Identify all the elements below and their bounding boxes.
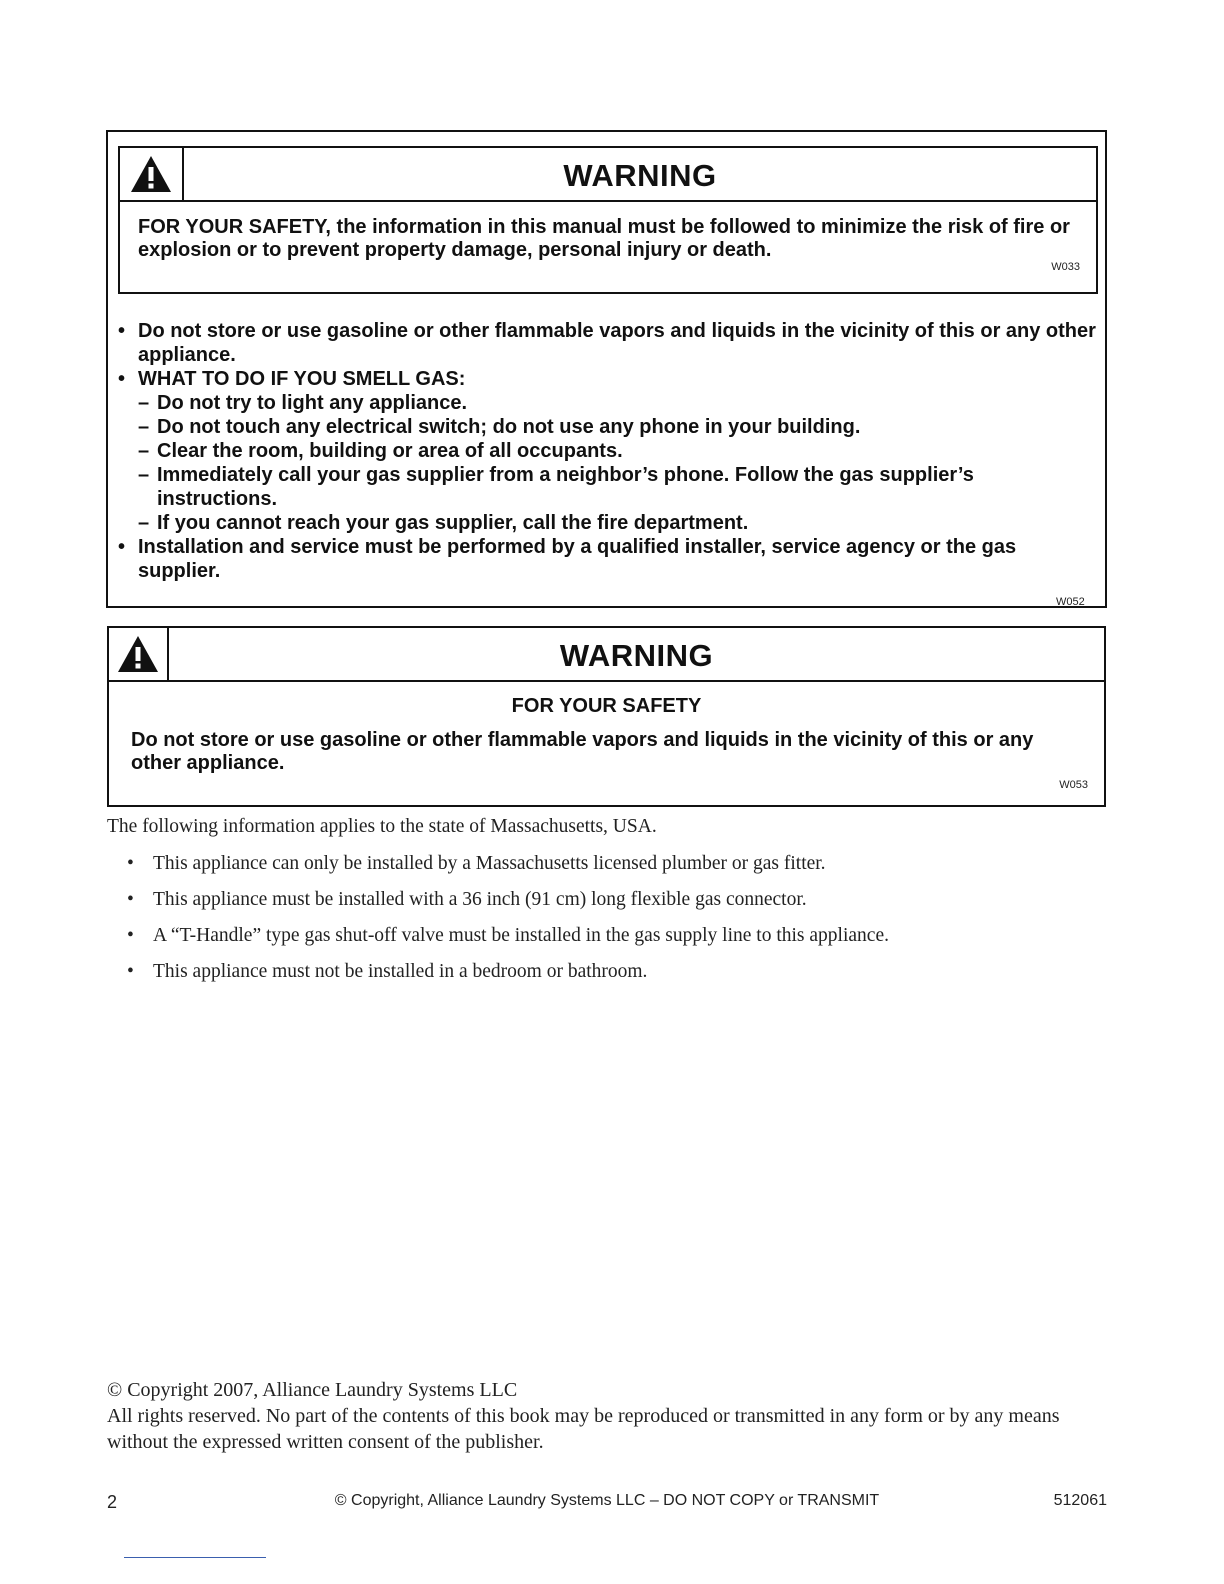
warning-code: W033 bbox=[1051, 261, 1080, 273]
warning-icon-cell bbox=[120, 148, 184, 200]
list-subitem-text: Immediately call your gas supplier from a neighbor’s phone. Follow the gas supplier’s instructions. bbox=[157, 464, 974, 510]
list-item: • This appliance must be installed with a 36 inch (91 cm) long flexible gas connector. bbox=[107, 882, 1107, 918]
warning-body: FOR YOUR SAFETY, the information in this manual must be followed to minimize the risk of fire or explosion or to prevent property damage, personal injury or death. bbox=[138, 216, 1070, 261]
warning-title: WARNING bbox=[559, 638, 714, 673]
warning-box-w033 bbox=[118, 146, 1098, 294]
warning-subhead: FOR YOUR SAFETY bbox=[511, 695, 702, 717]
list-item: • This appliance can only be installed by a Massachusetts licensed plumber or gas fitter. bbox=[107, 846, 1107, 882]
list-item: • A “T-Handle” type gas shut-off valve must be installed in the gas supply line to this appliance. bbox=[107, 918, 1107, 954]
footer-copyright: © Copyright, Alliance Laundry Systems LLC – DO NOT COPY or TRANSMIT bbox=[334, 1492, 880, 1509]
warning-code: W053 bbox=[1059, 779, 1088, 791]
massachusetts-intro: The following information applies to the state of Massachusetts, USA. bbox=[107, 816, 657, 837]
warning-icon-cell bbox=[109, 628, 169, 680]
list-subitem-text: If you cannot reach your gas supplier, call the fire department. bbox=[157, 512, 749, 534]
list-subitem: – If you cannot reach your gas supplier, call the fire department. bbox=[138, 512, 749, 534]
warning-title: WARNING bbox=[563, 158, 717, 193]
warning-header bbox=[120, 148, 1096, 202]
list-subitem: – Do not try to light any appliance. bbox=[138, 392, 468, 414]
list-subitem-text: Do not try to light any appliance. bbox=[157, 392, 468, 414]
warning-box-w053 bbox=[107, 626, 1106, 807]
list-item: • Do not store or use gasoline or other flammable vapors and liquids in the vicinity of this or any other appliance. bbox=[118, 319, 1098, 367]
massachusetts-section bbox=[107, 814, 1107, 990]
page-footer bbox=[107, 1492, 1107, 1516]
list-subitem: – Do not touch any electrical switch; do not use any phone in your building. bbox=[138, 416, 861, 438]
list-subitem: – Immediately call your gas supplier from a neighbor’s phone. Follow the gas supplier’s instructions. bbox=[138, 464, 974, 510]
copyright-block bbox=[107, 1377, 1107, 1455]
list-item: • WHAT TO DO IF YOU SMELL GAS: bbox=[118, 367, 1098, 391]
warning-code: W052 bbox=[1056, 596, 1085, 608]
list-item: • This appliance must not be installed in a bedroom or bathroom. bbox=[107, 954, 1107, 990]
copyright-line: © Copyright 2007, Alliance Laundry Systems LLC bbox=[107, 1379, 518, 1401]
warning-triangle-icon bbox=[129, 154, 173, 194]
gas-safety-list bbox=[118, 319, 1098, 583]
warning-triangle-icon bbox=[116, 634, 160, 674]
list-subitem-text: Do not touch any electrical switch; do not use any phone in your building. bbox=[157, 416, 861, 438]
list-item: • Installation and service must be performed by a qualified installer, service agency or the gas supplier. bbox=[118, 535, 1098, 583]
document-number: 512061 bbox=[1053, 1492, 1107, 1509]
rights-statement: All rights reserved. No part of the contents of this book may be reproduced or transmitted in any form or by any means without the expressed written consent of the publisher. bbox=[107, 1405, 1060, 1453]
list-subitem-text: Clear the room, building or area of all occupants. bbox=[157, 440, 623, 462]
list-subitem: – Clear the room, building or area of all occupants. bbox=[138, 440, 623, 462]
massachusetts-list bbox=[107, 846, 1107, 990]
footer-rule bbox=[124, 1557, 266, 1558]
warning-body: Do not store or use gasoline or other flammable vapors and liquids in the vicinity of this or any other appliance. bbox=[131, 729, 1034, 774]
warning-header bbox=[109, 628, 1104, 682]
page-number: 2 bbox=[107, 1492, 118, 1512]
